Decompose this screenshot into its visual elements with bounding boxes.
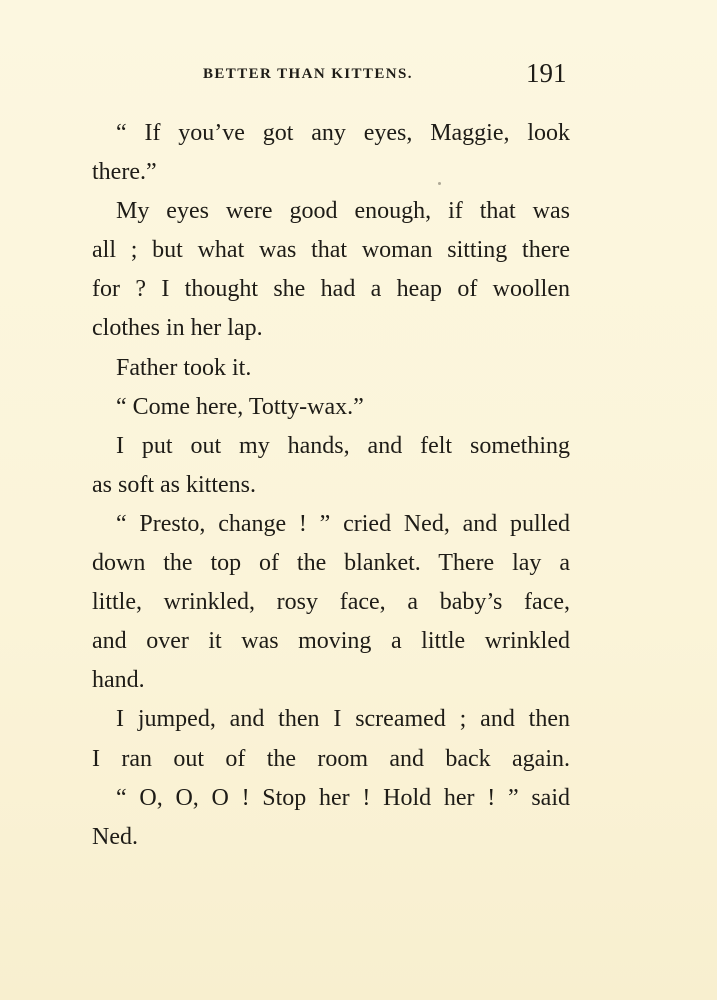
text-line: down the top of the blanket. There lay a xyxy=(92,550,570,577)
text-line: all ; but what was that woman sitting there xyxy=(92,237,570,264)
text-line: hand. xyxy=(92,667,145,694)
page-header xyxy=(0,58,717,92)
text-line: “ Come here, Totty-wax.” xyxy=(116,393,364,420)
text-line: “ Presto, change ! ” cried Ned, and pulled xyxy=(116,510,570,537)
text-line: My eyes were good enough, if that was xyxy=(116,198,570,225)
text-line: I ran out of the room and back again. xyxy=(92,745,570,772)
text-line: “ If you’ve got any eyes, Maggie, look xyxy=(116,120,570,146)
text-line: there.” xyxy=(92,159,157,186)
text-line: I jumped, and then I screamed ; and then xyxy=(116,706,570,733)
text-line: clothes in her lap. xyxy=(92,315,263,342)
text-line: Ned. xyxy=(92,823,138,850)
text-line: “ O, O, O ! Stop her ! Hold her ! ” said xyxy=(116,784,570,811)
text-line: little, wrinkled, rosy face, a baby’s face, xyxy=(92,589,570,616)
running-title: BETTER THAN KITTENS. xyxy=(203,66,413,82)
text-line: and over it was moving a little wrinkled xyxy=(92,628,570,655)
text-line: I put out my hands, and felt something xyxy=(116,432,570,459)
text-line: for ? I thought she had a heap of woollen xyxy=(92,276,570,303)
text-line: Father took it. xyxy=(116,354,252,381)
page-number: 191 xyxy=(526,58,567,88)
body-text xyxy=(92,114,570,857)
text-line: as soft as kittens. xyxy=(92,471,256,498)
